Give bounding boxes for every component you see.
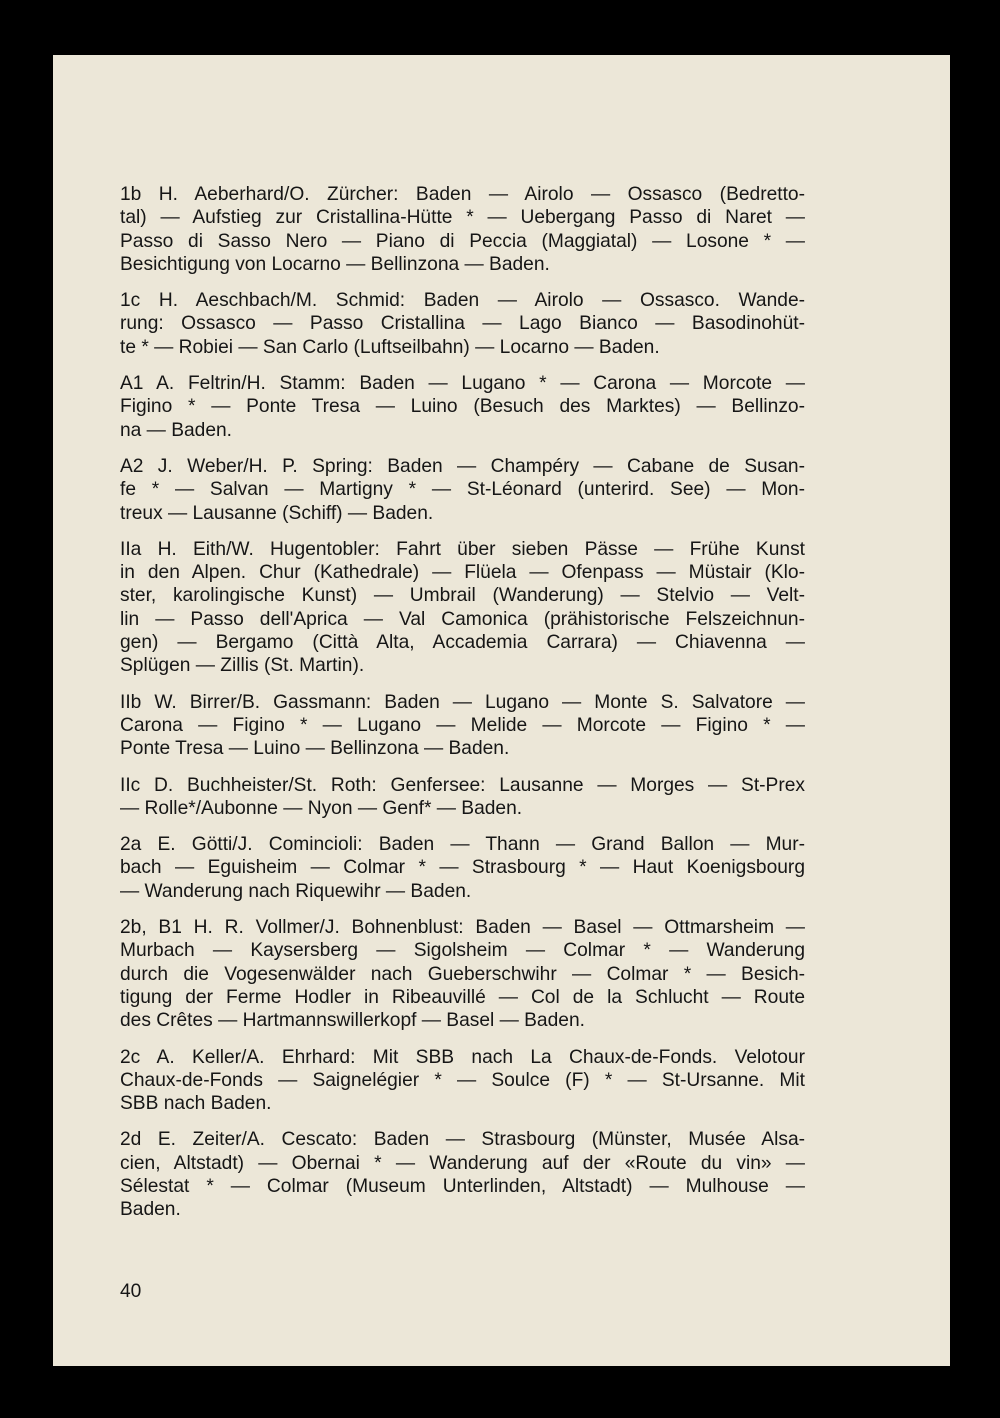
entry-line: treux — Lausanne (Schiff) — Baden. — [120, 502, 434, 524]
entry-line: — Wanderung nach Riquewihr — Baden. — [120, 880, 472, 902]
entry-line: Murbach — Kaysersberg — Sigolsheim — Colmar * — Wanderung — [120, 940, 805, 962]
entry-line: gen) — Bergamo (Città Alta, Accademia Carrara) — Chiavenna — — [120, 632, 805, 654]
entry-line: Ponte Tresa — Luino — Bellinzona — Baden. — [120, 738, 510, 760]
entry-line: Besichtigung von Locarno — Bellinzona — Baden. — [120, 253, 550, 275]
entry-IIc — [120, 774, 805, 821]
entry-line: IIc D. Buchheister/St. Roth: Genfersee: Lausanne — Morges — St-Prex — [120, 774, 805, 796]
entry-line: — Rolle*/Aubonne — Nyon — Genf* — Baden. — [120, 797, 523, 819]
entry-line: IIa H. Eith/W. Hugentobler: Fahrt über sieben Pässe — Frühe Kunst — [120, 538, 805, 560]
entry-A2 — [120, 455, 805, 525]
entry-line: 2d E. Zeiter/A. Cescato: Baden — Strasbourg (Münster, Musée Alsa- — [120, 1129, 805, 1151]
entry-2a — [120, 833, 805, 903]
entry-line: IIb W. Birrer/B. Gassmann: Baden — Lugano — Monte S. Salvatore — — [120, 691, 805, 713]
entry-line: rung: Ossasco — Passo Cristallina — Lago Bianco — Basodinohüt- — [120, 313, 805, 335]
entry-1c — [120, 289, 805, 359]
entry-1b — [120, 183, 805, 276]
entry-line: ster, karolingische Kunst) — Umbrail (Wanderung) — Stelvio — Velt- — [120, 585, 805, 607]
entry-line: na — Baden. — [120, 419, 233, 441]
entry-line: cien, Altstadt) — Obernai * — Wanderung auf der «Route du vin» — — [120, 1152, 805, 1174]
entry-2c — [120, 1046, 805, 1116]
entry-line: Carona — Figino * — Lugano — Melide — Morcote — Figino * — — [120, 714, 805, 736]
entry-line: durch die Vogesenwälder nach Gueberschwihr — Colmar * — Besich- — [120, 963, 805, 985]
entry-line: 2a E. Götti/J. Comincioli: Baden — Thann — Grand Ballon — Mur- — [120, 834, 805, 856]
entry-line: lin — Passo dell'Aprica — Val Camonica (prähistorische Felszeichnun- — [120, 608, 805, 630]
entry-line: 2b, B1 H. R. Vollmer/J. Bohnenblust: Baden — Basel — Ottmarsheim — — [120, 917, 805, 939]
entry-line: 1b H. Aeberhard/O. Zürcher: Baden — Airolo — Ossasco (Bedretto- — [120, 184, 805, 205]
entry-line: tigung der Ferme Hodler in Ribeauvillé — Col de la Schlucht — Route — [120, 986, 805, 1008]
document-page — [53, 55, 950, 1366]
entry-line: 2c A. Keller/A. Ehrhard: Mit SBB nach La Chaux-de-Fonds. Velotour — [120, 1046, 805, 1068]
entry-2b — [120, 916, 805, 1032]
entry-line: bach — Eguisheim — Colmar * — Strasbourg * — Haut Koenigsbourg — [120, 857, 805, 879]
entry-line: Sélestat * — Colmar (Museum Unterlinden, Altstadt) — Mulhouse — — [120, 1175, 805, 1197]
entry-line: te * — Robiei — San Carlo (Luftseilbahn) — Locarno — Baden. — [120, 336, 660, 358]
entry-line: Passo di Sasso Nero — Piano di Peccia (Maggiatal) — Losone * — — [120, 230, 805, 252]
entry-line: Figino * — Ponte Tresa — Luino (Besuch des Marktes) — Bellinzo- — [120, 396, 805, 418]
entry-line: 1c H. Aeschbach/M. Schmid: Baden — Airolo — Ossasco. Wande- — [120, 290, 805, 312]
entry-line: SBB nach Baden. — [120, 1093, 272, 1115]
page-number: 40 — [120, 1281, 142, 1302]
entry-IIa — [120, 538, 805, 678]
entry-line: Splügen — Zillis (St. Martin). — [120, 655, 365, 677]
entry-A1 — [120, 372, 805, 442]
entry-line: A2 J. Weber/H. P. Spring: Baden — Champéry — Cabane de Susan- — [120, 455, 805, 477]
entry-line: Chaux-de-Fonds — Saignelégier * — Soulce (F) * — St-Ursanne. Mit — [120, 1069, 805, 1091]
entry-list — [120, 183, 805, 1235]
entry-IIb — [120, 691, 805, 761]
entry-line: A1 A. Feltrin/H. Stamm: Baden — Lugano * — Carona — Morcote — — [120, 373, 805, 395]
entry-line: tal) — Aufstieg zur Cristallina-Hütte * — Uebergang Passo di Naret — — [120, 207, 805, 229]
entry-line: fe * — Salvan — Martigny * — St-Léonard (unterird. See) — Mon- — [120, 479, 805, 501]
entry-line: des Crêtes — Hartmannswillerkopf — Basel — Baden. — [120, 1010, 585, 1032]
entry-2d — [120, 1128, 805, 1221]
entry-line: in den Alpen. Chur (Kathedrale) — Flüela — Ofenpass — Müstair (Klo- — [120, 562, 805, 584]
entry-line: Baden. — [120, 1199, 181, 1221]
